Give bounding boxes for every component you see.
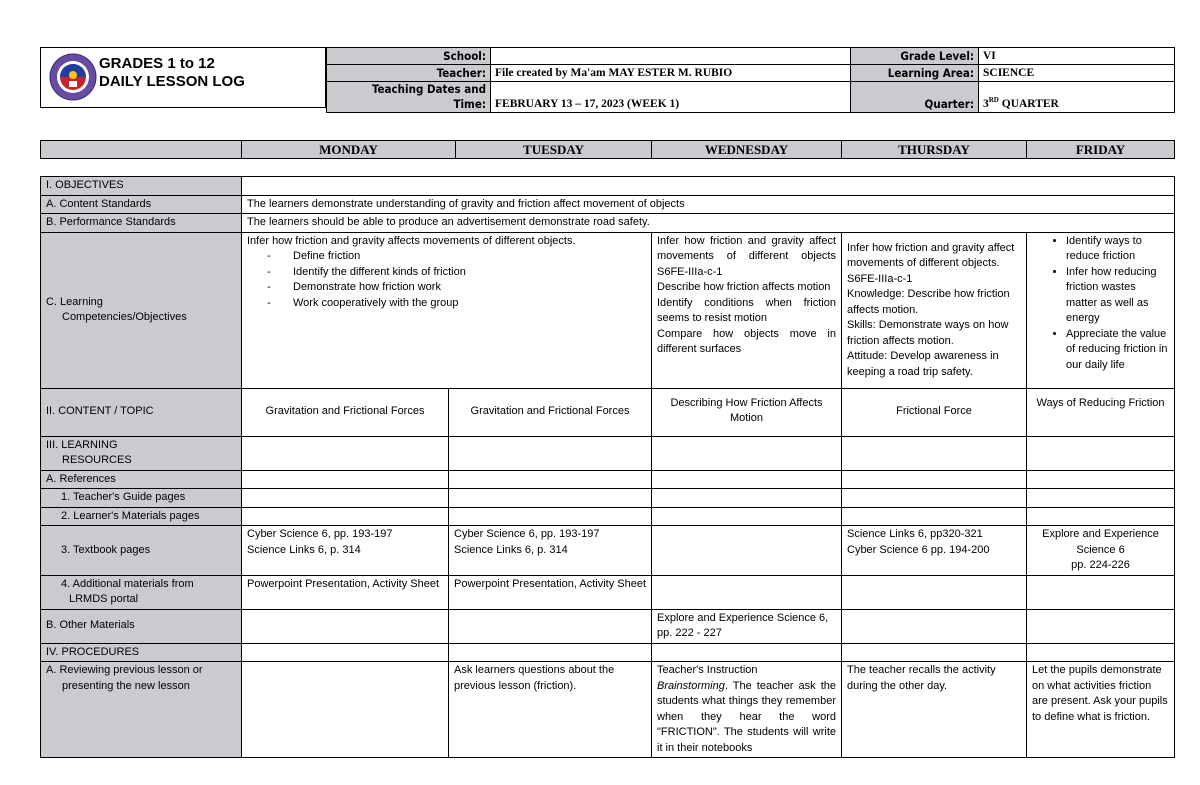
reviewing-fri: Let the pupils demonstrate on what activities friction are present. Ask your pupils to define what is friction. (1027, 662, 1175, 758)
header-title-line2: DAILY LESSON LOG (99, 73, 245, 90)
other-materials-label: B. Other Materials (41, 609, 242, 643)
learning-area-label: Learning Area: (851, 65, 979, 82)
header-info-table (326, 47, 1175, 113)
day-tuesday: TUESDAY (456, 141, 652, 159)
cell (1027, 436, 1175, 470)
cell (449, 489, 652, 508)
content-standards-label: A. Content Standards (41, 195, 242, 214)
day-thursday: THURSDAY (842, 141, 1027, 159)
competencies-wed-line: Identify conditions when friction seems to resist motion (657, 296, 836, 324)
cell (242, 489, 449, 508)
learning-resources-label (41, 436, 242, 470)
textbook-mon-line: Science Links 6, p. 314 (247, 543, 361, 556)
cell (449, 609, 652, 643)
competencies-wed (652, 232, 842, 388)
cell (1027, 609, 1175, 643)
content-topic-mon: Gravitation and Frictional Forces (242, 388, 449, 436)
cell (842, 643, 1027, 662)
cell (1027, 489, 1175, 508)
reviewing-mon (242, 662, 449, 758)
content-topic-fri: Ways of Reducing Friction (1027, 388, 1175, 436)
cell (1027, 575, 1175, 609)
learning-resources-line2: RESOURCES (62, 454, 132, 466)
reviewing-lesson-line1: A. Reviewing previous lesson or (46, 664, 203, 676)
textbook-mon (242, 526, 449, 576)
grade-level-label: Grade Level: (851, 48, 979, 65)
cell (1027, 470, 1175, 489)
day-wednesday: WEDNESDAY (652, 141, 842, 159)
procedures-heading: IV. PROCEDURES (41, 643, 242, 662)
learning-area-value: SCIENCE (979, 65, 1175, 82)
cell (449, 643, 652, 662)
deped-seal-icon (49, 53, 97, 101)
cell (652, 507, 842, 526)
competencies-thu-line: Attitude: Develop awareness in keeping a road trip safety. (847, 350, 999, 378)
cell (842, 436, 1027, 470)
competencies-label-line2: Competencies/Objectives (62, 311, 187, 323)
competencies-wed-line: Compare how objects move in different surfaces (657, 327, 836, 355)
grade-level-value: VI (979, 48, 1175, 65)
list-item: - Identify the different kinds of friction (267, 265, 646, 281)
competencies-mon-tue (242, 232, 652, 388)
textbook-pages-label: 3. Textbook pages (41, 526, 242, 576)
reviewing-wed-text: . The teacher ask the students what things they remember when they hear the word "FRICTION". The students will write it in their notebooks (657, 679, 836, 754)
quarter-number: 3 (983, 98, 989, 110)
cell (652, 489, 842, 508)
header-title-line1: GRADES 1 to 12 (99, 55, 215, 72)
quarter-word: QUARTER (998, 98, 1059, 110)
content-standards-text: The learners demonstrate understanding of gravity and friction affect movement of objects (242, 195, 1175, 214)
competencies-mon-tue-list (247, 249, 646, 311)
quarter-suffix: RD (988, 96, 999, 104)
day-monday: MONDAY (242, 141, 456, 159)
reviewing-tue: Ask learners questions about the previous lesson (friction). (449, 662, 652, 758)
days-corner (41, 141, 242, 159)
school-value (491, 48, 851, 65)
list-item: - Define friction (267, 249, 646, 265)
additional-tue: Powerpoint Presentation, Activity Sheet (449, 575, 652, 609)
cell (652, 575, 842, 609)
competencies-label-line1: C. Learning (46, 295, 103, 308)
cell (842, 575, 1027, 609)
textbook-wed (652, 526, 842, 576)
performance-standards-label: B. Performance Standards (41, 214, 242, 233)
header-box (40, 47, 326, 108)
references-label: A. References (41, 470, 242, 489)
list-item: • Identify ways to reduce friction (1066, 234, 1169, 265)
content-topic-wed: Describing How Friction Affects Motion (652, 388, 842, 436)
textbook-fri-line: pp. 224-226 (1071, 559, 1130, 571)
cell (1027, 507, 1175, 526)
teachers-guide-label: 1. Teacher's Guide pages (41, 489, 242, 508)
textbook-tue-line: Cyber Science 6, pp. 193-197 (454, 528, 600, 540)
textbook-fri (1027, 526, 1175, 576)
additional-materials-label (41, 575, 242, 609)
quarter-label: Quarter: (851, 82, 979, 113)
teaching-dates-label-line2: Time: (453, 97, 486, 111)
cell (842, 507, 1027, 526)
textbook-tue (449, 526, 652, 576)
textbook-fri-line: Science 6 (1076, 543, 1125, 556)
learning-resources-line1: III. LEARNING (46, 438, 118, 451)
cell (1027, 643, 1175, 662)
textbook-tue-line: Science Links 6, p. 314 (454, 543, 568, 556)
cell (449, 507, 652, 526)
teacher-value: File created by Ma'am MAY ESTER M. RUBIO (491, 65, 851, 82)
objectives-heading: I. OBJECTIVES (41, 177, 242, 196)
textbook-thu-line: Cyber Science 6 pp. 194-200 (847, 543, 990, 556)
competencies-wed-line: Describe how friction affects motion (657, 281, 831, 293)
day-friday: FRIDAY (1027, 141, 1175, 159)
competencies-mon-tue-intro: Infer how friction and gravity affects movements of different objects. (247, 234, 576, 247)
cell (449, 436, 652, 470)
content-topic-thu: Frictional Force (842, 388, 1027, 436)
textbook-thu-line: Science Links 6, pp320-321 (847, 528, 983, 540)
reviewing-lesson-line2: presenting the new lesson (62, 679, 190, 692)
competencies-thu (842, 232, 1027, 388)
reviewing-wed (652, 662, 842, 758)
list-item: - Demonstrate how friction work (267, 280, 646, 296)
learners-materials-label: 2. Learner's Materials pages (41, 507, 242, 526)
textbook-thu (842, 526, 1027, 576)
cell (242, 609, 449, 643)
teaching-dates-label (327, 82, 491, 113)
additional-materials-line1: 4. Additional materials from (61, 577, 194, 590)
competencies-thu-line: Skills: Demonstrate ways on how friction affects motion. (847, 319, 1009, 347)
list-item: • Appreciate the value of reducing friction in our daily life (1066, 327, 1169, 374)
cell (242, 436, 449, 470)
textbook-fri-line: Explore and Experience (1042, 528, 1159, 540)
competencies-fri (1027, 232, 1175, 388)
cell (652, 643, 842, 662)
performance-standards-text: The learners should be able to produce an advertisement demonstrate road safety. (242, 214, 1175, 233)
cell (842, 470, 1027, 489)
cell (242, 470, 449, 489)
list-item: - Work cooperatively with the group (267, 296, 646, 312)
competencies-fri-list (1032, 234, 1169, 374)
teaching-dates-value: FEBRUARY 13 – 17, 2023 (WEEK 1) (491, 82, 851, 113)
cell (842, 609, 1027, 643)
textbook-mon-line: Cyber Science 6, pp. 193-197 (247, 528, 393, 540)
lesson-log-table (40, 176, 1175, 758)
content-topic-label: II. CONTENT / TOPIC (41, 388, 242, 436)
competencies-thu-line: Knowledge: Describe how friction affects motion. (847, 288, 1010, 316)
cell (242, 643, 449, 662)
reviewing-wed-italic: Brainstorming (657, 679, 725, 692)
competencies-wed-line: Infer how friction and gravity affect movements of different objects S6FE-IIIa-c-1 (657, 234, 836, 278)
competencies-label (41, 232, 242, 388)
days-header-table (40, 140, 1175, 159)
content-topic-tue: Gravitation and Frictional Forces (449, 388, 652, 436)
teaching-dates-label-line1: Teaching Dates and (372, 82, 486, 96)
reviewing-lesson-label (41, 662, 242, 758)
reviewing-thu: The teacher recalls the activity during the other day. (842, 662, 1027, 758)
list-item: • Infer how reducing friction wastes matter as well as energy (1066, 265, 1169, 327)
additional-materials-line2: LRMDS portal (69, 593, 139, 605)
cell (242, 507, 449, 526)
cell (842, 489, 1027, 508)
other-materials-wed: Explore and Experience Science 6, pp. 222 - 227 (652, 609, 842, 643)
competencies-thu-line: Infer how friction and gravity affect movements of different objects. S6FE-IIIa-c-1 (847, 241, 1015, 285)
reviewing-wed-title: Teacher's Instruction (657, 664, 758, 676)
cell (652, 436, 842, 470)
quarter-value (979, 82, 1175, 113)
school-label: School: (327, 48, 491, 65)
additional-mon: Powerpoint Presentation, Activity Sheet (242, 575, 449, 609)
cell (449, 470, 652, 489)
cell (652, 470, 842, 489)
objectives-heading-blank (242, 177, 1175, 196)
teacher-label: Teacher: (327, 65, 491, 82)
